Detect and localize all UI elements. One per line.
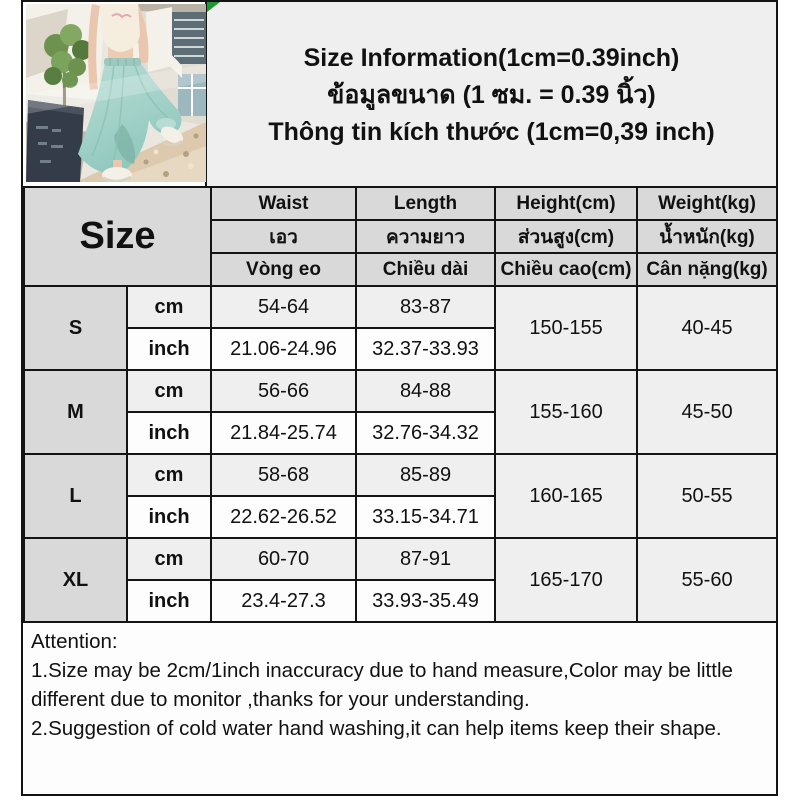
size-chart-sheet bbox=[21, 0, 778, 796]
col-header-waist-th: เอว bbox=[211, 220, 356, 253]
title-vietnamese: Thông tin kích thước (1cm=0,39 inch) bbox=[268, 117, 715, 146]
product-photo-illustration bbox=[26, 4, 206, 182]
table-row-l-cm bbox=[24, 454, 777, 496]
unit-cell: cm bbox=[127, 538, 211, 580]
unit-cell: inch bbox=[127, 580, 211, 622]
product-photo bbox=[23, 2, 207, 186]
value-cell-weight: 45-50 bbox=[637, 370, 777, 454]
value-cell: 21.06-24.96 bbox=[211, 328, 356, 370]
table-row-xl-cm bbox=[24, 538, 777, 580]
value-cell: 85-89 bbox=[356, 454, 495, 496]
table-row-m-cm bbox=[24, 370, 777, 412]
table-row-s-cm bbox=[24, 286, 777, 328]
col-header-waist-en: Waist bbox=[211, 187, 356, 220]
value-cell: 32.37-33.93 bbox=[356, 328, 495, 370]
unit-cell: cm bbox=[127, 370, 211, 412]
value-cell: 54-64 bbox=[211, 286, 356, 328]
attention-line-2: 2.Suggestion of cold water hand washing,it can help items keep their shape. bbox=[31, 717, 722, 740]
value-cell: 84-88 bbox=[356, 370, 495, 412]
value-cell: 33.15-34.71 bbox=[356, 496, 495, 538]
size-label-xl: XL bbox=[24, 538, 127, 622]
value-cell-weight: 40-45 bbox=[637, 286, 777, 370]
value-cell: 87-91 bbox=[356, 538, 495, 580]
col-header-height-th: ส่วนสูง(cm) bbox=[495, 220, 637, 253]
size-label-s: S bbox=[24, 286, 127, 370]
title-block bbox=[207, 2, 776, 186]
value-cell: 58-68 bbox=[211, 454, 356, 496]
value-cell: 56-66 bbox=[211, 370, 356, 412]
value-cell-height: 155-160 bbox=[495, 370, 637, 454]
size-table bbox=[23, 186, 778, 623]
value-cell: 32.76-34.32 bbox=[356, 412, 495, 454]
col-header-length-th: ความยาว bbox=[356, 220, 495, 253]
attention-title: Attention: bbox=[31, 630, 118, 653]
size-label-m: M bbox=[24, 370, 127, 454]
col-header-weight-th: น้ำหนัก(kg) bbox=[637, 220, 777, 253]
value-cell: 60-70 bbox=[211, 538, 356, 580]
col-header-height-en: Height(cm) bbox=[495, 187, 637, 220]
col-header-length-vi: Chiều dài bbox=[356, 253, 495, 286]
unit-cell: inch bbox=[127, 412, 211, 454]
value-cell: 83-87 bbox=[356, 286, 495, 328]
value-cell-height: 160-165 bbox=[495, 454, 637, 538]
title-english: Size Information(1cm=0.39inch) bbox=[303, 43, 680, 72]
unit-cell: cm bbox=[127, 286, 211, 328]
unit-cell: inch bbox=[127, 328, 211, 370]
value-cell-weight: 55-60 bbox=[637, 538, 777, 622]
col-header-length-en: Length bbox=[356, 187, 495, 220]
title-thai: ข้อมูลขนาด (1 ซม. = 0.39 นิ้ว) bbox=[327, 80, 656, 109]
col-header-height-vi: Chiều cao(cm) bbox=[495, 253, 637, 286]
value-cell: 23.4-27.3 bbox=[211, 580, 356, 622]
col-header-waist-vi: Vòng eo bbox=[211, 253, 356, 286]
attention-note bbox=[23, 623, 776, 794]
col-header-weight-en: Weight(kg) bbox=[637, 187, 777, 220]
value-cell-weight: 50-55 bbox=[637, 454, 777, 538]
table-header-row-en bbox=[24, 187, 777, 220]
unit-cell: cm bbox=[127, 454, 211, 496]
col-header-weight-vi: Cân nặng(kg) bbox=[637, 253, 777, 286]
header-block bbox=[23, 2, 776, 186]
value-cell: 33.93-35.49 bbox=[356, 580, 495, 622]
value-cell: 21.84-25.74 bbox=[211, 412, 356, 454]
unit-cell: inch bbox=[127, 496, 211, 538]
green-corner-mark bbox=[207, 2, 220, 12]
value-cell-height: 165-170 bbox=[495, 538, 637, 622]
value-cell-height: 150-155 bbox=[495, 286, 637, 370]
size-label-l: L bbox=[24, 454, 127, 538]
attention-line-1: 1.Size may be 2cm/1inch inaccuracy due to hand measure,Color may be little different due to monitor ,thanks for your understanding. bbox=[31, 659, 733, 711]
size-corner-cell: Size bbox=[24, 187, 211, 286]
value-cell: 22.62-26.52 bbox=[211, 496, 356, 538]
